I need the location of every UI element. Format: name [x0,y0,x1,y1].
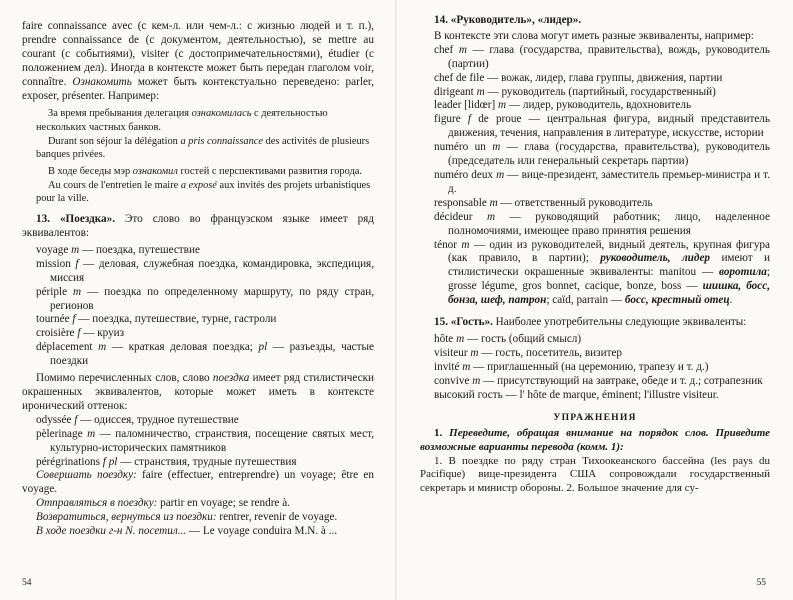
list-item: leader [lidœr] m — лидер, руководитель, вдохновитель [434,99,692,112]
section-14 [420,14,770,308]
intro-text: faire connaissance avec (с кем-л. или чем-л.: с жизнью людей и т. п.), prendre connaissance de (с документом, деятельностью), se mettre au courant (с событиями), visiter (с достопримечательностями), étudier (с положением дел). Иногда в контексте может быть передан глаголом voir, connaître. [22,20,374,88]
list-item: pèlerinage m — паломничество, странствия, посещение святых мест, культурно-исторических памятников [36,427,374,454]
list-item: chef de file — вожак, лидер, глава группы, движения, партии [434,71,723,84]
list-item: convive m — присутствующий на завтраке, обеде и т. д.; сотрапезник [434,374,763,387]
list-item: odyssée f — одиссея, трудное путешествие [36,413,239,426]
section-14-title: 14. «Руководитель», «лидер». [434,14,582,26]
example-fr-1: Durant son séjour la délégation a pris connaissance des activités de plusieurs banques privées. [36,135,370,160]
section-15: 15. «Гость». Наиболее употребительны следующие эквиваленты: hôte m — гость (общий смысл) visiteur m — гость, посетитель, визитер invité m — приглашенный (на церемонию, трапезу и т. д.) convive m — присутствующий на завтраке, обеде и т. д.; сотрапезник высокий гость — l' hôte de marque, éminent; l'illustre visiteur. [420,316,770,402]
exercise-text: 1. В поездке по ряду стран Тихоокеанского бассейна (les pays du Pacifique) вице-президента США сопровождали государственный секретарь и министр обороны. 2. Большое значение для су- [420,454,770,494]
list-item: responsable m — ответственный руководитель [434,196,653,209]
list-item: высокий гость — l' hôte de marque, éminent; l'illustre visiteur. [434,388,719,401]
list-item: déplacement m — краткая деловая поездка; pl — разъезды, частые поездки [36,341,374,368]
right-page [396,0,792,600]
phrase: В ходе поездки г-н N. посетил... — Le voyage conduira M.N. à ... [36,525,338,538]
list-item: chef m — глава (государства, правительства), вождь, руководитель (партии) [434,43,770,70]
intro-text-end: может быть контекстуально переведено: parler, exposer, présenter. Например: [22,75,374,102]
list-item: hôte m — гость (общий смысл) [434,332,582,345]
list-item: décideur m — руководящий работник; лицо, наделенное полномочиями, имеющее право принятия решения [434,210,770,237]
list-item: invité m — приглашенный (на церемонию, трапезу и т. д.) [434,360,709,373]
section-13-list [22,244,374,369]
list-item: figure f de proue — центральная фигура, видный представитель движения, течения, направления в литературе, искусстве, истории [434,113,770,140]
page-number-left: 54 [22,578,32,588]
list-item: pérégrinations f pl — странствия, трудные путешествия [36,455,297,468]
example-ru-1: За время пребывания делегация ознакомилась с деятельностью нескольких частных банков. [36,108,328,133]
section-13-title: 13. «Поездка». [36,213,116,226]
phrase: Совершать поездку: faire (effectuer, entreprendre) un voyage; être en voyage. [22,469,374,496]
example-ru-2: В ходе беседы мэр ознакомил гостей с перспективами развития города. [48,165,362,177]
example-fr-2: Au cours de l'entretien le maire a exposé aux invités des projets urbanistiques pour la ville. [36,179,371,204]
list-item: dirigeant m — руководитель (партийный, государственный) [434,85,716,98]
section-13-phrases [22,469,374,539]
list-item: tournée f — поездка, путешествие, турне, гастроли [36,313,277,326]
list-item: visiteur m — гость, посетитель, визитер [434,346,623,359]
section-13-extra: Помимо перечисленных слов, слово поездка имеет ряд стилистически окрашенных эквивалентов, которые может иметь в контексте иронический оттенок: [22,372,374,412]
page-number-right: 55 [756,578,766,588]
exercise-1 [420,427,770,495]
section-14-list [420,44,770,308]
list-item: mission f — деловая, служебная поездка, командировка, экспедиция, миссия [36,257,374,284]
intro-paragraph [22,20,374,103]
phrase: Возвратиться, вернуться из поездки: rentrer, revenir de voyage. [36,511,338,524]
list-item: croisière f — круиз [36,327,125,340]
exercises-title: УПРАЖНЕНИЯ [553,412,637,424]
exercise-number: 1. [434,427,443,440]
section-13: 13. «Поездка». Это слово во французском языке имеет ряд эквивалентов: voyage m — поездка, путешествие mission f — деловая, служебная поездка, командировка, экспедиция, миссия périple m — поездка по определенному маршруту, по ряду стран, регионов tournée f — поездка, путешествие, турне, гастроли croisière f — круиз déplacement m — краткая деловая поездка; pl — разъезды, частые поездки Помимо перечисленных слов, слово поездка имеет ряд стилистически окрашенных эквивалентов, которые может иметь в контексте иронический оттенок: odyssée f — одиссея, трудное путешествие pèlerinage m — паломничество, странствия, посещение святых мест, культурно-исторических памятников pérégrinations f pl — странствия, трудные путешествия Совершать поездку: faire (effectuer, entreprendre) un voyage; être en voyage. Отправляться в поездку: partir en voyage; se rendre à. Возвратиться, вернуться из поездки: rentrer, revenir de voyage. В ходе поездки г-н N. посетил... — Le voyage conduira M.N. à ... [22,213,374,538]
exercise-instruction: Переведите, обращая внимание на порядок слов. Приведите возможные варианты перевода (комм. 1): [420,427,770,454]
list-item: voyage m — поездка, путешествие [36,243,200,256]
section-13-list-2 [22,414,374,470]
section-15-title: 15. «Гость». [434,316,493,329]
phrase: Отправляться в поездку: partir en voyage; se rendre à. [36,497,290,510]
list-item: périple m — поездка по определенному маршруту, по ряду стран, регионов [36,285,374,312]
section-15-list [420,333,770,403]
list-item: ténor m — один из руководителей, видный деятель, крупная фигура (как правило, в партии); руководитель, лидер имеют и стилистически окрашенные эквиваленты: manitou — воротила; grosse légume, gros bonnet, cacique, bonze, boss — шишка, босс, бонза, шеф, патрон; caïd, parrain — босс, крестный отец. [434,238,771,307]
intro-italic: Ознакомить [72,75,132,88]
left-page [0,0,396,600]
list-item: numéro deux m — вице-президент, заместитель премьер-министра и т. д. [434,168,770,195]
section-14-intro: В контексте эти слова могут иметь разные эквиваленты, например: [434,29,754,42]
list-item: numéro un m — глава (государства, правительства), руководитель (председатель или генеральный секретарь партии) [434,141,770,168]
examples-block [22,107,374,205]
